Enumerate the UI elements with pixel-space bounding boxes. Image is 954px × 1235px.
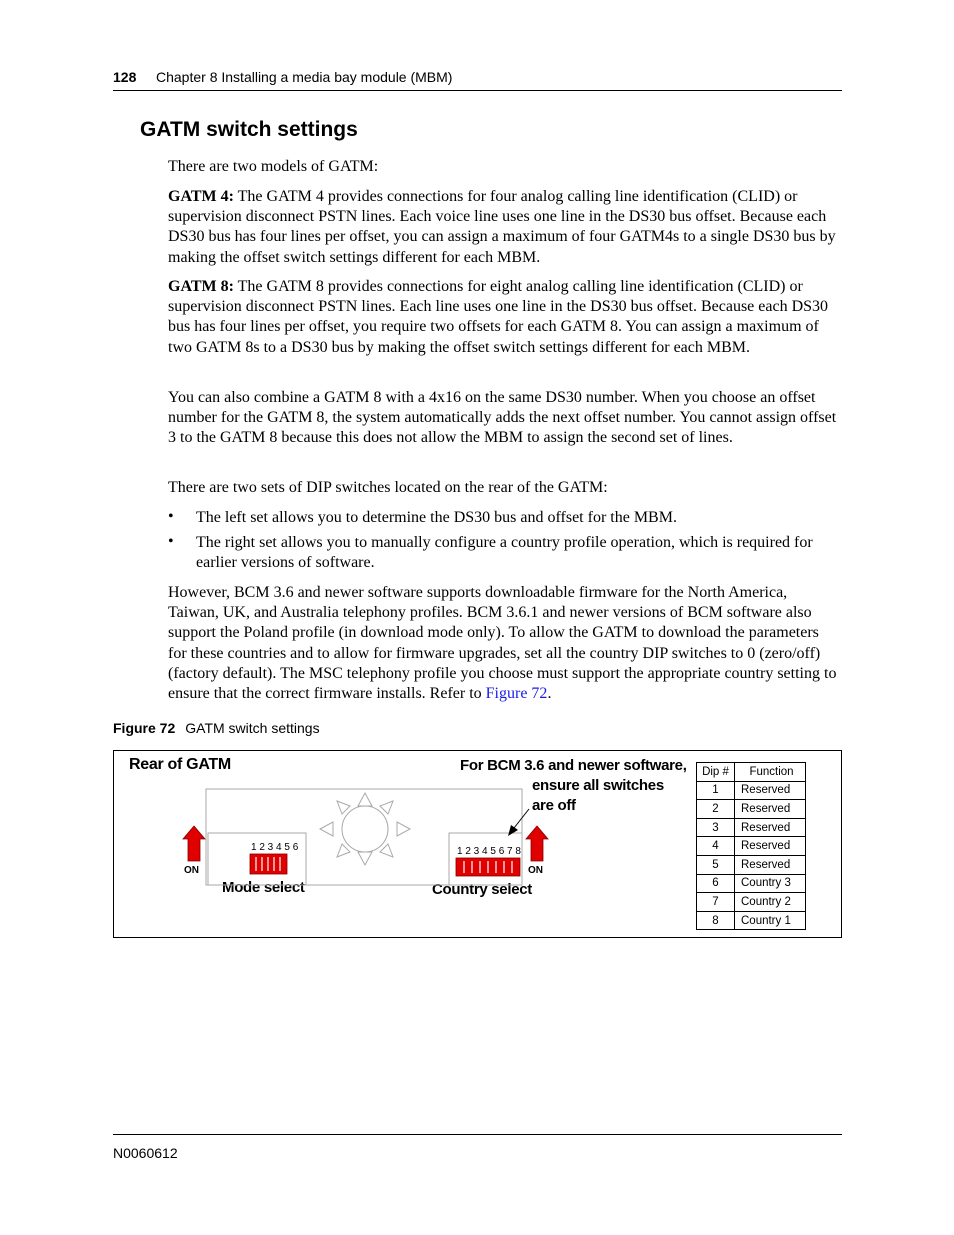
however-paragraph (168, 583, 840, 704)
mode-select-label: Mode select (222, 879, 305, 896)
country-select-label: Country select (432, 881, 532, 898)
table-row (697, 855, 806, 874)
dip-number-cell: 2 (697, 800, 735, 819)
gatm4-label: GATM 4: (168, 188, 234, 205)
function-cell: Reserved (735, 837, 806, 856)
note-line-3: are off (532, 797, 576, 814)
intro-paragraph: There are two models of GATM: (168, 158, 379, 175)
section-title: GATM switch settings (140, 118, 358, 141)
figure-caption-label: Figure 72 (113, 720, 176, 736)
dip-number-cell: 6 (697, 874, 735, 893)
dip-number-cell: 7 (697, 893, 735, 912)
rear-of-gatm-label: Rear of GATM (129, 756, 231, 773)
country-switch-numbers: 1 2 3 4 5 6 7 8 (457, 846, 521, 857)
page-header (113, 68, 842, 91)
function-cell: Country 3 (735, 874, 806, 893)
gatm8-paragraph (168, 277, 840, 358)
figure-caption-text: GATM switch settings (185, 720, 320, 736)
document-id: N0060612 (113, 1145, 178, 1161)
chapter-title: Chapter 8 Installing a media bay module (MBM) (156, 69, 453, 85)
gatm4-text: The GATM 4 provides connections for four analog calling line identification (CLID) or supervision disconnect PSTN lines. Each voice line uses one line in the DS30 bus offset. Because each DS30 bus has four lines per offset, you can assign a maximum of four GATM4s to a single DS30 bus by making the offset switch settings different for each MBM. (168, 188, 836, 266)
sunburst-symbol (320, 793, 410, 865)
column-header-dip: Dip # (697, 763, 735, 782)
country-switch-bank (456, 858, 520, 876)
table-row (697, 800, 806, 819)
gatm8-label: GATM 8: (168, 278, 234, 295)
bullet-item-right-set: The right set allows you to manually configure a country profile operation, which is required for earlier versions of software. (196, 534, 813, 572)
figure-72 (113, 750, 842, 938)
dip-number-cell: 8 (697, 911, 735, 930)
however-text: However, BCM 3.6 and newer software supports downloadable firmware for the North America, Taiwan, UK, and Australia telephony profiles. BCM 3.6.1 and newer versions of BCM software also support the Poland profile (in download mode only). To allow the GATM to download the parameters for these countries and to allow for firmware upgrades, set all the country DIP switches to 0 (zero/off) (factory default). The MSC telephony profile you choose must support the appropriate country setting to ensure that the correct firmware installs. Refer to (168, 584, 837, 703)
dip-number-cell: 4 (697, 837, 735, 856)
mode-switch-bank (250, 854, 287, 874)
note-line-2: ensure all switches (532, 777, 664, 794)
function-cell: Country 1 (735, 911, 806, 930)
bullet-marker: • (168, 533, 174, 550)
table-row (697, 818, 806, 837)
dip-number-cell: 5 (697, 855, 735, 874)
figure-72-link[interactable]: Figure 72 (485, 685, 548, 703)
table-row (697, 893, 806, 912)
gatm4-paragraph (168, 187, 840, 268)
page-number: 128 (113, 69, 137, 85)
note-line-1: For BCM 3.6 and newer software, (460, 757, 687, 774)
table-header-row (697, 763, 806, 782)
table-row (697, 874, 806, 893)
figure-caption (113, 720, 320, 736)
column-header-function: Function (735, 763, 806, 782)
period: . (547, 685, 552, 703)
dip-function-table (696, 762, 806, 930)
right-on-arrow (526, 826, 548, 861)
function-cell: Reserved (735, 855, 806, 874)
dip-intro-paragraph: There are two sets of DIP switches located on the rear of the GATM: (168, 479, 608, 496)
table-row (697, 781, 806, 800)
bullet-marker: • (168, 508, 174, 525)
function-cell: Reserved (735, 818, 806, 837)
function-cell: Country 2 (735, 893, 806, 912)
note-pointer-arrow (508, 809, 529, 836)
gatm8-text: The GATM 8 provides connections for eight analog calling line identification (CLID) or supervision disconnect PSTN lines. Each line uses one line in the DS30 bus offset. Because each DS30 bus has four lines per offset, you require two offsets for each GATM 8. You can assign a maximum of two GATM 8s to a DS30 bus by making the offset switch settings different for each MBM. (168, 278, 829, 356)
dip-number-cell: 3 (697, 818, 735, 837)
function-cell: Reserved (735, 800, 806, 819)
table-row (697, 837, 806, 856)
page-footer (113, 1134, 842, 1161)
right-on-label: ON (528, 865, 543, 876)
function-cell: Reserved (735, 781, 806, 800)
left-on-label: ON (184, 865, 199, 876)
combine-paragraph: You can also combine a GATM 8 with a 4x16 on the same DS30 number. When you choose an offset number for the GATM 8, the system automatically adds the next offset number. You cannot assign offset 3 to the GATM 8 because this does not allow the MBM to assign the second set of lines. (168, 389, 837, 447)
table-row (697, 911, 806, 930)
bullet-item-left-set: The left set allows you to determine the DS30 bus and offset for the MBM. (196, 509, 677, 526)
dip-number-cell: 1 (697, 781, 735, 800)
left-on-arrow (183, 826, 205, 861)
mode-switch-numbers: 1 2 3 4 5 6 (251, 842, 299, 853)
